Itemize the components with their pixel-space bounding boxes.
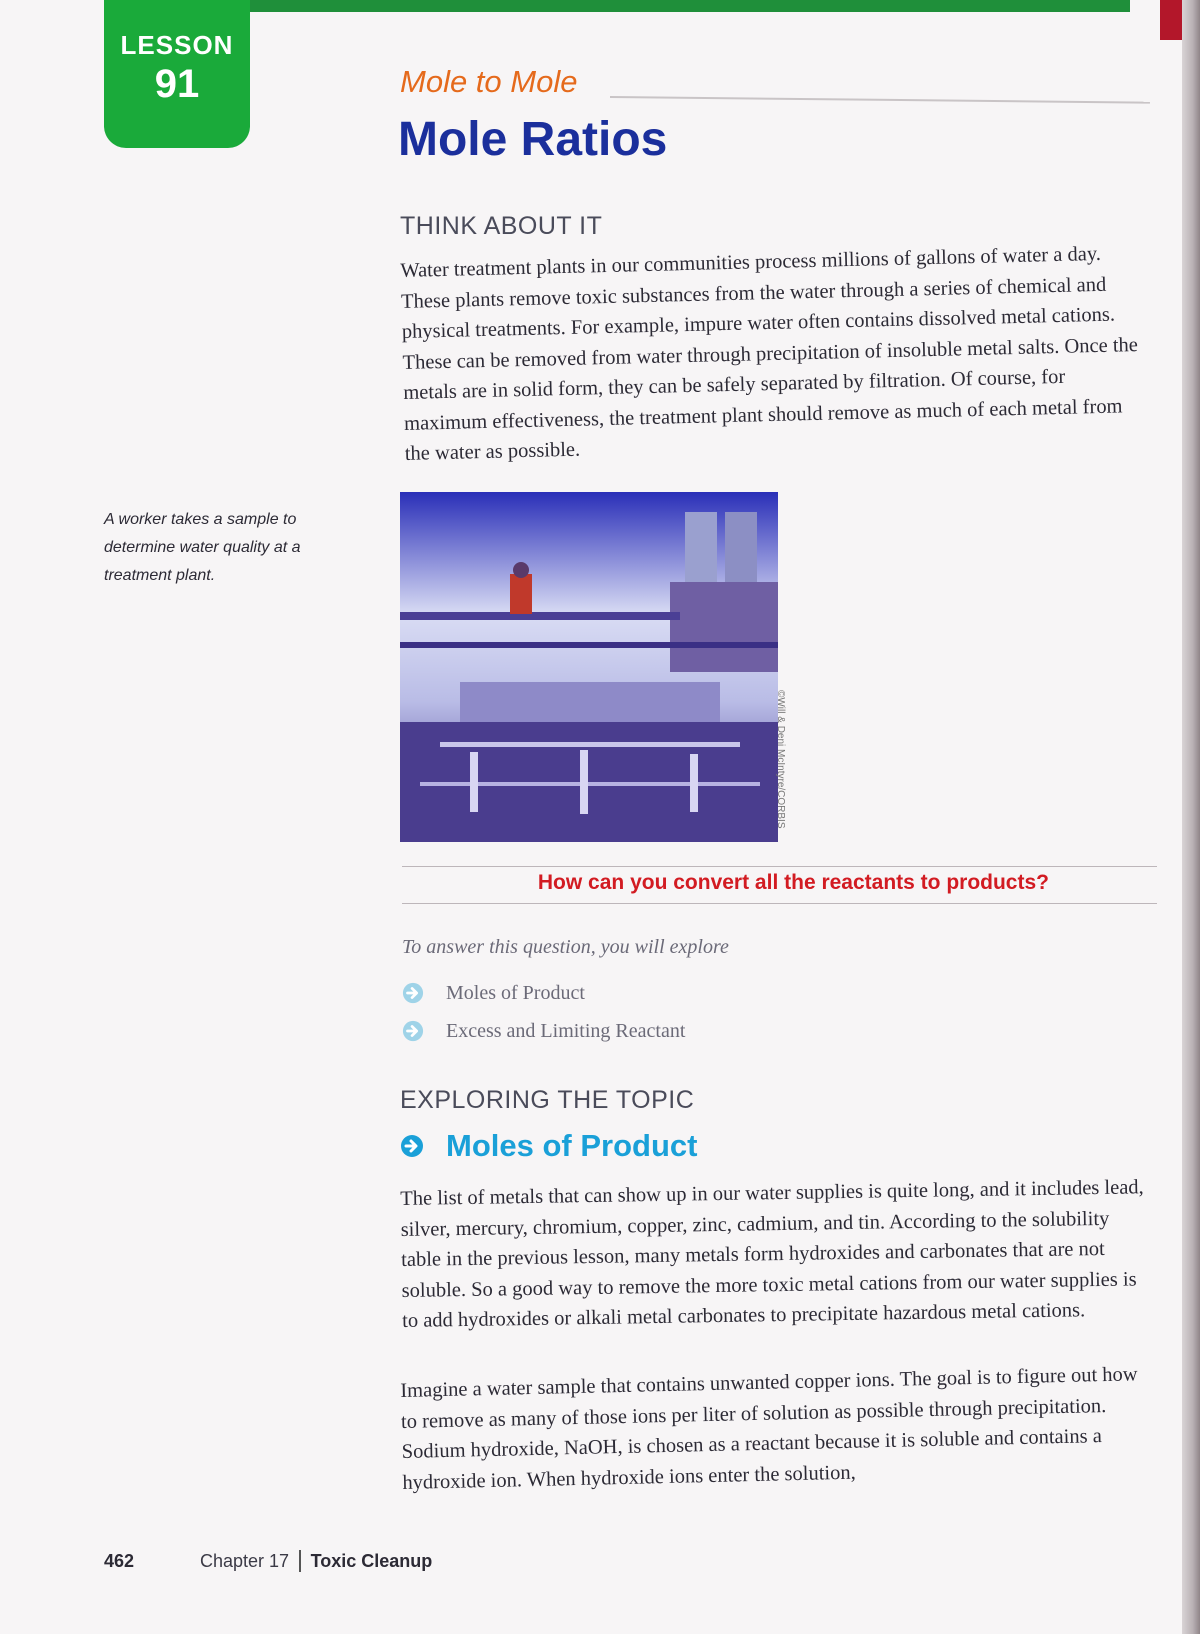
figure-caption: A worker takes a sample to determine water quality at a treatment plant.: [104, 511, 301, 584]
top-band: [230, 0, 1130, 12]
essential-question-box: [402, 866, 1157, 904]
explore-item-label: Excess and Limiting Reactant: [446, 1019, 686, 1042]
body-paragraph-2: Imagine a water sample that contains unwanted copper ions. The goal is to figure out how to remove as many of those ions per liter of solution as possible through precipitation. Sodium hydroxide, NaOH, is chosen as a reactant because it is soluble and contains a hydroxide ion. When hydroxide ions enter the solution,: [400, 1363, 1138, 1494]
page-number: 462: [104, 1550, 135, 1571]
chapter-title: Toxic Cleanup: [310, 1550, 433, 1571]
page-title: Mole Ratios: [398, 113, 668, 166]
lesson-label: LESSON: [120, 30, 234, 60]
kicker-rule: [610, 96, 1150, 104]
essential-question: How can you convert all the reactants to products?: [537, 871, 1049, 894]
treatment-plant-photo: [400, 492, 778, 842]
arrow-circle-icon: [400, 1134, 424, 1158]
photo-credit: ©Will & Deni McIntyre/CORBIS: [775, 690, 786, 829]
think-about-it-heading: THINK ABOUT IT: [400, 212, 603, 240]
explore-item-label: Moles of Product: [446, 981, 585, 1004]
exploring-topic-heading: EXPLORING THE TOPIC: [400, 1086, 695, 1114]
lesson-kicker: Mole to Mole: [400, 64, 578, 99]
explore-item-moles-of-product[interactable]: [402, 974, 685, 1012]
footer-divider: [299, 1550, 301, 1572]
page-footer: [104, 1550, 432, 1572]
arrow-circle-icon: [402, 1020, 424, 1042]
chapter-label: Chapter 17: [200, 1550, 290, 1571]
moles-of-product-heading: [400, 1128, 697, 1164]
explore-list: [402, 974, 685, 1050]
treatment-plant-image: [400, 492, 778, 842]
body-paragraph-1: The list of metals that can show up in our water supplies is quite long, and it includes lead, silver, mercury, chromium, copper, zinc, cadmium, and tin. According to the solubility table in the previous lesson, many metals form hydroxides and carbonates that are not soluble. So a good way to remove the more toxic metal cations from our water supplies is to add hydroxides or alkali metal carbonates to precipitate hazardous metal cations.: [400, 1176, 1144, 1332]
lesson-tab: [104, 0, 250, 148]
explore-item-excess-limiting[interactable]: [402, 1012, 685, 1050]
explore-intro: To answer this question, you will explore: [402, 936, 729, 958]
arrow-circle-icon: [402, 982, 424, 1004]
lesson-number: 91: [154, 62, 200, 106]
subheading-text: Moles of Product: [446, 1128, 698, 1163]
page-edge: [1182, 0, 1200, 1634]
think-about-it-text: Water treatment plants in our communities process millions of gallons of water a day. These plants remove toxic substances from the water through a series of chemical and physical treatments. For example, impure water often contains dissolved metal cations. These can be removed from water through precipitation of insoluble metal salts. Once the metals are in solid form, they can be safely separated by filtration. Of course, for maximum effectiveness, the treatment plant should remove as much of each metal from the water as possible.: [400, 242, 1139, 465]
